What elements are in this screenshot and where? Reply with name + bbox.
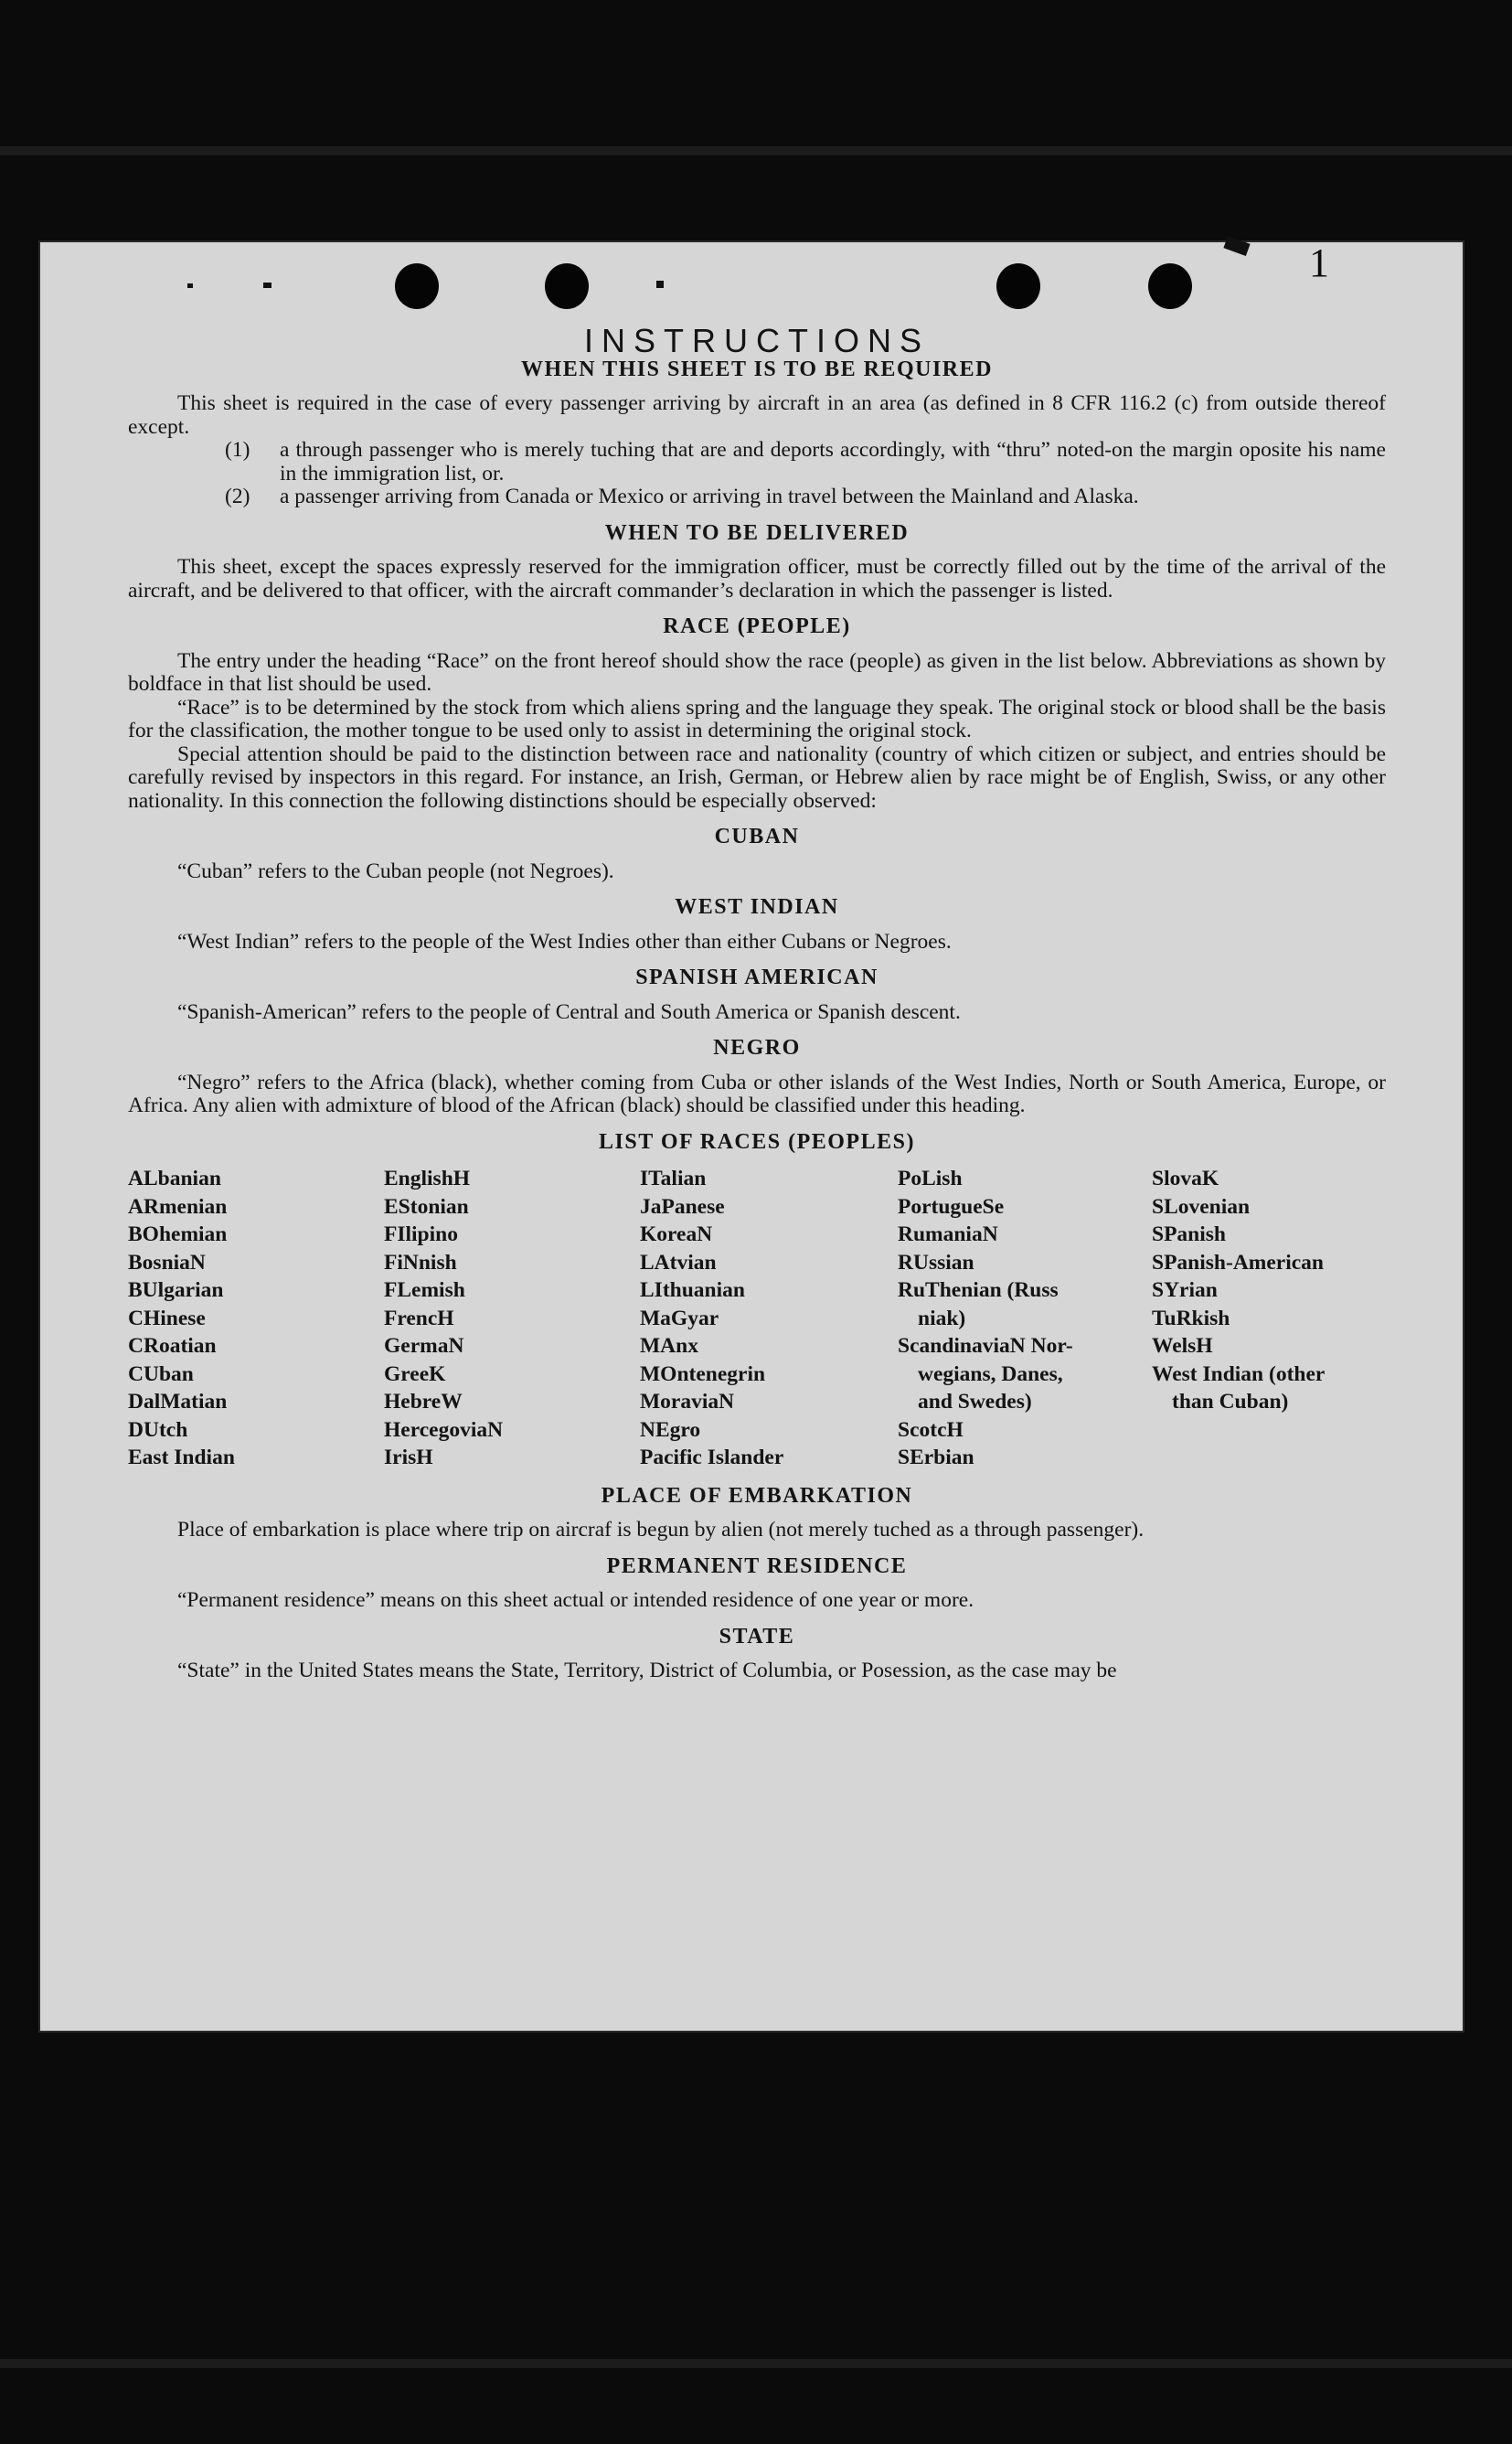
race-entry: KoreaN [640,1222,713,1246]
section-paragraph: This sheet, except the spaces expressly reserved for the immigration officer, must be correctly filled out by the time of the arrival of the aircraft, and be delivered to that officer, with the aircraft commander’s declaration in which the passenger is listed. [128,555,1386,603]
film-frame-top [0,146,1512,155]
exception-text: a passenger arriving from Canada or Mexico or arriving in travel between the Mainland and Alaska. [280,485,1139,508]
race-entry: RUssian [898,1250,974,1275]
section-when-delivered [128,522,1386,603]
race-entry: EStonian [384,1194,469,1219]
races-column [128,1165,384,1472]
race-entry: TuRkish [1152,1306,1230,1330]
section-race [128,615,1386,813]
exception-text: a through passenger who is merely tuching that are and deports accordingly, with “thru” noted-on the margin oposite his name in the immigration list, or. [280,438,1386,486]
race-entry: SPanish-American [1152,1250,1324,1275]
race-entry: IrisH [384,1446,433,1469]
section-heading: NEGRO [713,1036,801,1060]
section-heading: PLACE OF EMBARKATION [601,1483,913,1508]
punch-hole [545,263,589,309]
race-entry: BUlgarian [128,1278,224,1302]
race-entry: DalMatian [128,1390,228,1414]
exception-item [128,486,1386,509]
race-entry: GreeK [384,1361,446,1386]
race-entry: HercegoviaN [384,1417,504,1442]
race-entry: LAtvian [640,1250,717,1275]
race-entry: JaPanese [640,1194,725,1219]
section-spanish-american [128,966,1386,1024]
dust-speck [187,283,193,288]
dust-speck [656,281,664,288]
section-cuban [128,826,1386,883]
instructions-content [128,322,1386,1683]
race-entry: MAnx [640,1334,698,1358]
race-entry: NEgro [640,1417,701,1442]
race-entry: FIlipino [384,1222,458,1246]
exception-item [128,439,1386,486]
race-entry: EnglishH [384,1167,471,1190]
race-entry: ScandinaviaN Nor- wegians, Danes, and Swedes) [898,1334,1073,1414]
race-entry: WelsH [1152,1334,1213,1358]
race-entry: LIthuanian [640,1278,745,1302]
race-entry: PortugueSe [898,1194,1005,1219]
race-entry: ARmenian [128,1194,228,1219]
section-paragraph: “Spanish-American” refers to the people of Central and South America or Spanish descent. [177,999,961,1024]
race-entry: MaGyar [640,1306,719,1330]
section-when-required [128,358,1386,509]
section-heading: WHEN THIS SHEET IS TO BE REQUIRED [521,357,993,381]
race-entry: CUban [128,1361,194,1386]
section-paragraph: Special attention should be paid to the distinction between race and nationality (country of which citizen or subject, and entries should be carefully revised by inspectors in this regard. For instance, an Irish, German, or Hebrew alien by race might be of English, Swiss, or any other nationality. In this connection the following distinctions should be especially observed: [128,742,1386,813]
section-west-indian [128,896,1386,954]
section-paragraph: Place of embarkation is place where trip on aircraf is begun by alien (not merely tuched as a through passenger). [177,1518,1145,1542]
race-entry: BosniaN [128,1250,206,1275]
section-paragraph: “Cuban” refers to the Cuban people (not Negroes). [177,859,614,883]
section-paragraph: “Negro” refers to the Africa (black), whether coming from Cuba or other islands of the West Indies, North or South America, Europe, or Africa. Any alien with admixture of blood of the African (black) should be classified under this heading. [128,1070,1386,1117]
races-column [1152,1165,1386,1472]
section-heading: STATE [719,1624,795,1649]
section-heading: CUBAN [714,825,800,848]
race-entry: East Indian [128,1446,235,1469]
section-paragraph: “West Indian” refers to the people of the West Indies other than either Cubans or Negroes. [177,929,952,954]
race-entry: CRoatian [128,1334,217,1358]
page-title: INSTRUCTIONS [584,322,930,359]
section-permanent-residence [128,1555,1386,1613]
races-column [640,1165,898,1472]
section-heading: SPANISH AMERICAN [635,966,878,989]
race-entry: CHinese [128,1306,206,1330]
punch-hole [395,263,439,309]
section-heading: WEST INDIAN [675,895,839,919]
race-entry: ALbanian [128,1167,221,1190]
race-entry: HebreW [384,1390,463,1414]
section-place-of-embarkation [128,1485,1386,1542]
film-frame-bottom [0,2359,1512,2368]
section-paragraph: “Race” is to be determined by the stock from which aliens spring and the language they speak. The original stock or blood shall be the basis for the classification, the mother tongue to be used only to assist in determining the original stock. [128,695,1386,742]
section-negro [128,1037,1386,1118]
race-entry: SYrian [1152,1278,1218,1302]
race-entry: SPanish [1152,1222,1226,1246]
race-entry: SLovenian [1152,1194,1251,1219]
section-paragraph: This sheet is required in the case of every passenger arriving by aircraft in an area (as defined in 8 CFR 116.2 (c) from outside thereof except. [128,391,1386,439]
section-paragraph: “State” in the United States means the State, Territory, District of Columbia, or Posession, as the case may be [177,1659,1117,1682]
race-entry: MOntenegrin [640,1361,766,1386]
corner-mark: 1 [1309,240,1329,285]
races-column [898,1165,1152,1472]
section-heading: RACE (PEOPLE) [663,614,851,638]
race-entry: SErbian [898,1446,974,1469]
race-entry: SlovaK [1152,1167,1219,1190]
race-entry: ScotcH [898,1417,964,1442]
section-list-of-races [128,1131,1386,1472]
races-table [128,1165,1386,1472]
race-entry: FrencH [384,1306,454,1330]
dust-speck [263,283,272,288]
section-heading: PERMANENT RESIDENCE [606,1553,908,1578]
race-entry: MoraviaN [640,1390,735,1414]
section-heading: WHEN TO BE DELIVERED [604,520,910,545]
section-state [128,1626,1386,1683]
race-entry: FLemish [384,1278,465,1302]
race-entry: BOhemian [128,1222,228,1246]
punch-hole [1148,263,1192,309]
section-paragraph: “Permanent residence” means on this sheet actual or intended residence of one year or more. [177,1588,974,1612]
exception-number: (1) [225,438,250,462]
race-entry: Pacific Islander [640,1446,784,1469]
race-entry: PoLish [898,1167,963,1190]
race-entry: DUtch [128,1417,188,1442]
race-entry: RumaniaN [898,1222,998,1246]
race-entry: West Indian (other than Cuban) [1152,1361,1326,1414]
races-column [384,1165,640,1472]
race-entry: GermaN [384,1334,464,1358]
race-entry: RuThenian (Russ niak) [898,1278,1059,1330]
section-paragraph: The entry under the heading “Race” on the front hereof should show the race (people) as given in the list below. Abbreviations as shown by boldface in that list should be used. [128,648,1386,696]
punch-hole [996,263,1040,309]
race-entry: ITalian [640,1167,707,1190]
exception-number: (2) [225,485,250,508]
section-heading: LIST OF RACES (PEOPLES) [599,1129,915,1154]
race-entry: FiNnish [384,1250,457,1275]
